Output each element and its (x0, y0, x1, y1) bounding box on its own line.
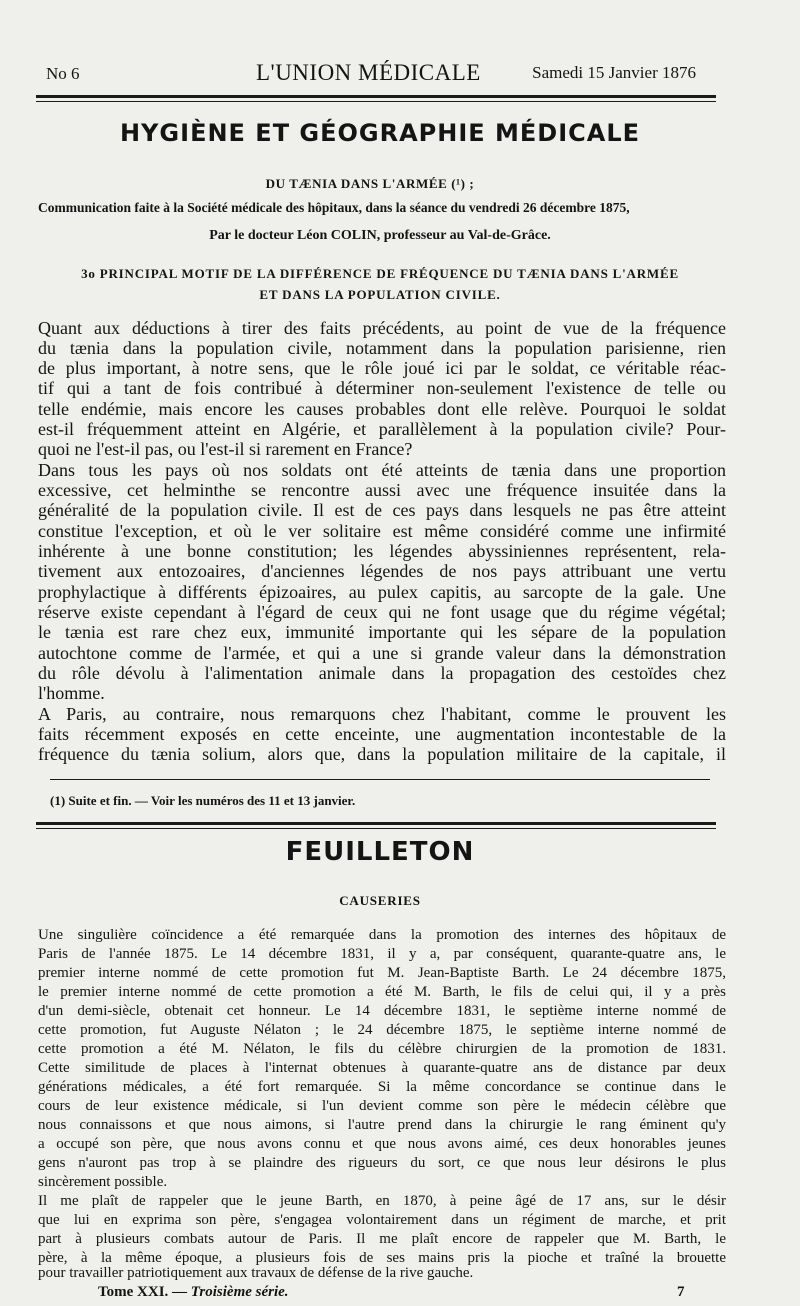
text-line: premier interne nommé de cette promotion fut M. Jean-Baptiste Barth. Le 24 décembre 1875, (38, 965, 726, 981)
text-line: inhérente à une bonne constitution; les légendes abyssiniennes représentent, rela- (38, 541, 726, 561)
footnote-rule (50, 779, 710, 780)
text-line: du tænia dans la population civile, notamment dans la population parisienne, rien (38, 338, 726, 358)
journal-title: L'UNION MÉDICALE (256, 60, 481, 85)
page-header (46, 60, 706, 90)
text-line: de plus important, à notre sens, que le rôle joué ici par le soldat, ce véritable réac- (38, 358, 726, 378)
page-number: 7 (677, 1284, 685, 1300)
chapter-heading: 3o PRINCIPAL MOTIF DE LA DIFFÉRENCE DE FRÉQUENCE DU TÆNIA DANS L'ARMÉE (81, 266, 679, 281)
text-line: gens n'auront pas trop à se plaindre des rigueurs du sort, ce que nous leur désirons le plus (38, 1155, 726, 1171)
text-line: sincèrement possible. (38, 1174, 168, 1190)
text-line: quoi ne l'est-il pas, ou l'est-il si rarement en France? (38, 439, 413, 459)
section-title: HYGIÈNE ET GÉOGRAPHIE MÉDICALE (119, 119, 641, 147)
feuilleton-section: CAUSERIES (339, 893, 421, 908)
communication-note: Communication faite à la Société médicale des hôpitaux, dans la séance du vendredi 26 décembre 1875, (38, 200, 630, 215)
text-line: cette promotion, fut Auguste Nélaton ; le 24 décembre 1875, le septième interne nommé de (38, 1022, 726, 1038)
text-line: cette promotion a été M. Nélaton, le fils du célèbre chirurgien de la promotion de 1831. (38, 1041, 726, 1057)
text-line: du rôle dévolu à l'alimentation animale dans la propagation des cestoïdes chez (38, 663, 726, 683)
text-line: l'homme. (38, 683, 105, 703)
text-line: prophylactique à différents épizoaires, au pulex capitis, au sarcopte de la gale. Une (38, 582, 726, 602)
text-line: cours de leur existence médicale, si l'un devient comme son père le médecin célèbre que (38, 1098, 726, 1114)
text-line: tif qui a tant de fois contribué à déterminer non-seulement l'existence de telle ou (38, 378, 726, 398)
text-line: a occupé son père, que nous avons connu et que nous avons aimé, ces deux honorables jeunes (38, 1136, 726, 1152)
text-line: pour travailler patriotiquement aux travaux de défense de la rive gauche. (38, 1265, 474, 1281)
issue-date: Samedi 15 Janvier 1876 (532, 63, 696, 82)
text-line: nous connaissons et que nous aimons, si l'autre prend dans la chirurgie le rang éminent qu'y (38, 1117, 726, 1133)
feuilleton-title: FEUILLETON (285, 837, 475, 867)
text-line: Paris de l'année 1875. Le 14 décembre 1831, il y a, par conséquent, quarante-quatre ans, le (38, 946, 726, 962)
text-line: autochtone comme de l'armée, et qui a une si grande valeur dans la démonstration (38, 643, 726, 663)
text-line: Il me plaît de rappeler que le jeune Barth, en 1870, à peine âgé de 17 ans, sur le désir (38, 1193, 726, 1209)
series-label: Troisième série. (190, 1284, 289, 1300)
text-line: excessive, cet helminthe se rencontre aussi avec une fréquence insuitée dans la (38, 480, 726, 500)
text-line: père, à la même époque, a plusieurs fois de ses mains pris la pioche et traîné la brouette (38, 1250, 726, 1266)
text-line: le tænia est rare chez eux, immunité importante qui les sépare de la population (38, 622, 726, 642)
article-subtitle: DU TÆNIA DANS L'ARMÉE (¹) ; (265, 176, 475, 191)
author-line: Par le docteur Léon COLIN, professeur au Val-de-Grâce. (209, 228, 551, 243)
text-line: générations médicales, a été fort remarquée. Si la même concordance se continue dans le (38, 1079, 726, 1095)
text-line: Cette similitude de places à l'internat obtenues à quarante-quatre ans de distance par deux (38, 1060, 726, 1076)
text-line: est-il fréquemment atteint en Algérie, et parallèlement à la population civile? Pour- (38, 419, 726, 439)
text-line: Une singulière coïncidence a été remarquée dans la promotion des internes des hôpitaux de (38, 927, 726, 943)
header-rule (36, 95, 716, 98)
feuilleton-rule (36, 822, 716, 825)
text-line: que lui en exprima son père, s'engagea volontairement dans un régiment de marche, et prit (38, 1212, 726, 1228)
chapter-heading: ET DANS LA POPULATION CIVILE. (259, 287, 501, 302)
text-line: faits récemment exposés en cette enceinte, une augmentation incontestable de la (38, 724, 726, 744)
issue-number: No 6 (46, 64, 80, 83)
text-line: réserve existe cependant à l'égard de ceux qui ne font usage que du régime végétal; (38, 602, 726, 622)
text-line: fréquence du tænia solium, alors que, dans la population militaire de la capitale, il (38, 744, 726, 764)
tome-label (98, 1284, 289, 1301)
text-line: part à plusieurs combats autour de Paris. Il me plaît encore de rappeler que M. Barth, le (38, 1231, 726, 1247)
header-rule-thin (36, 101, 716, 102)
text-line: généralité de la population civile. Il est de ces pays dans lesquels ne pas être atteint (38, 500, 726, 520)
text-line: Dans tous les pays où nos soldats ont été atteints de tænia dans une proportion (38, 460, 726, 480)
text-line: tivement aux entozoaires, d'anciennes légendes de nos pays attribuant une vertu (38, 561, 726, 581)
text-line: telle endémie, mais encore les causes probables dont elle relève. Pourquoi le soldat (38, 399, 726, 419)
feuilleton-rule-thin (36, 828, 716, 829)
text-line: le premier interne nommé de cette promotion a été M. Barth, le fils de celui qui, il y a près (38, 984, 726, 1000)
text-line: A Paris, au contraire, nous remarquons chez l'habitant, comme le prouvent les (38, 704, 726, 724)
text-line: constitue l'exception, et où le ver solitaire est même considéré comme une infirmité (38, 521, 726, 541)
text-line: d'un demi-siècle, obtenait cet honneur. Le 14 décembre 1831, le septième interne nommé de (38, 1003, 726, 1019)
tome-number: Tome XXI. — (98, 1284, 188, 1300)
text-line: Quant aux déductions à tirer des faits précédents, au point de vue de la fréquence (38, 318, 726, 338)
footnote: (1) Suite et fin. — Voir les numéros des 11 et 13 janvier. (50, 793, 356, 808)
